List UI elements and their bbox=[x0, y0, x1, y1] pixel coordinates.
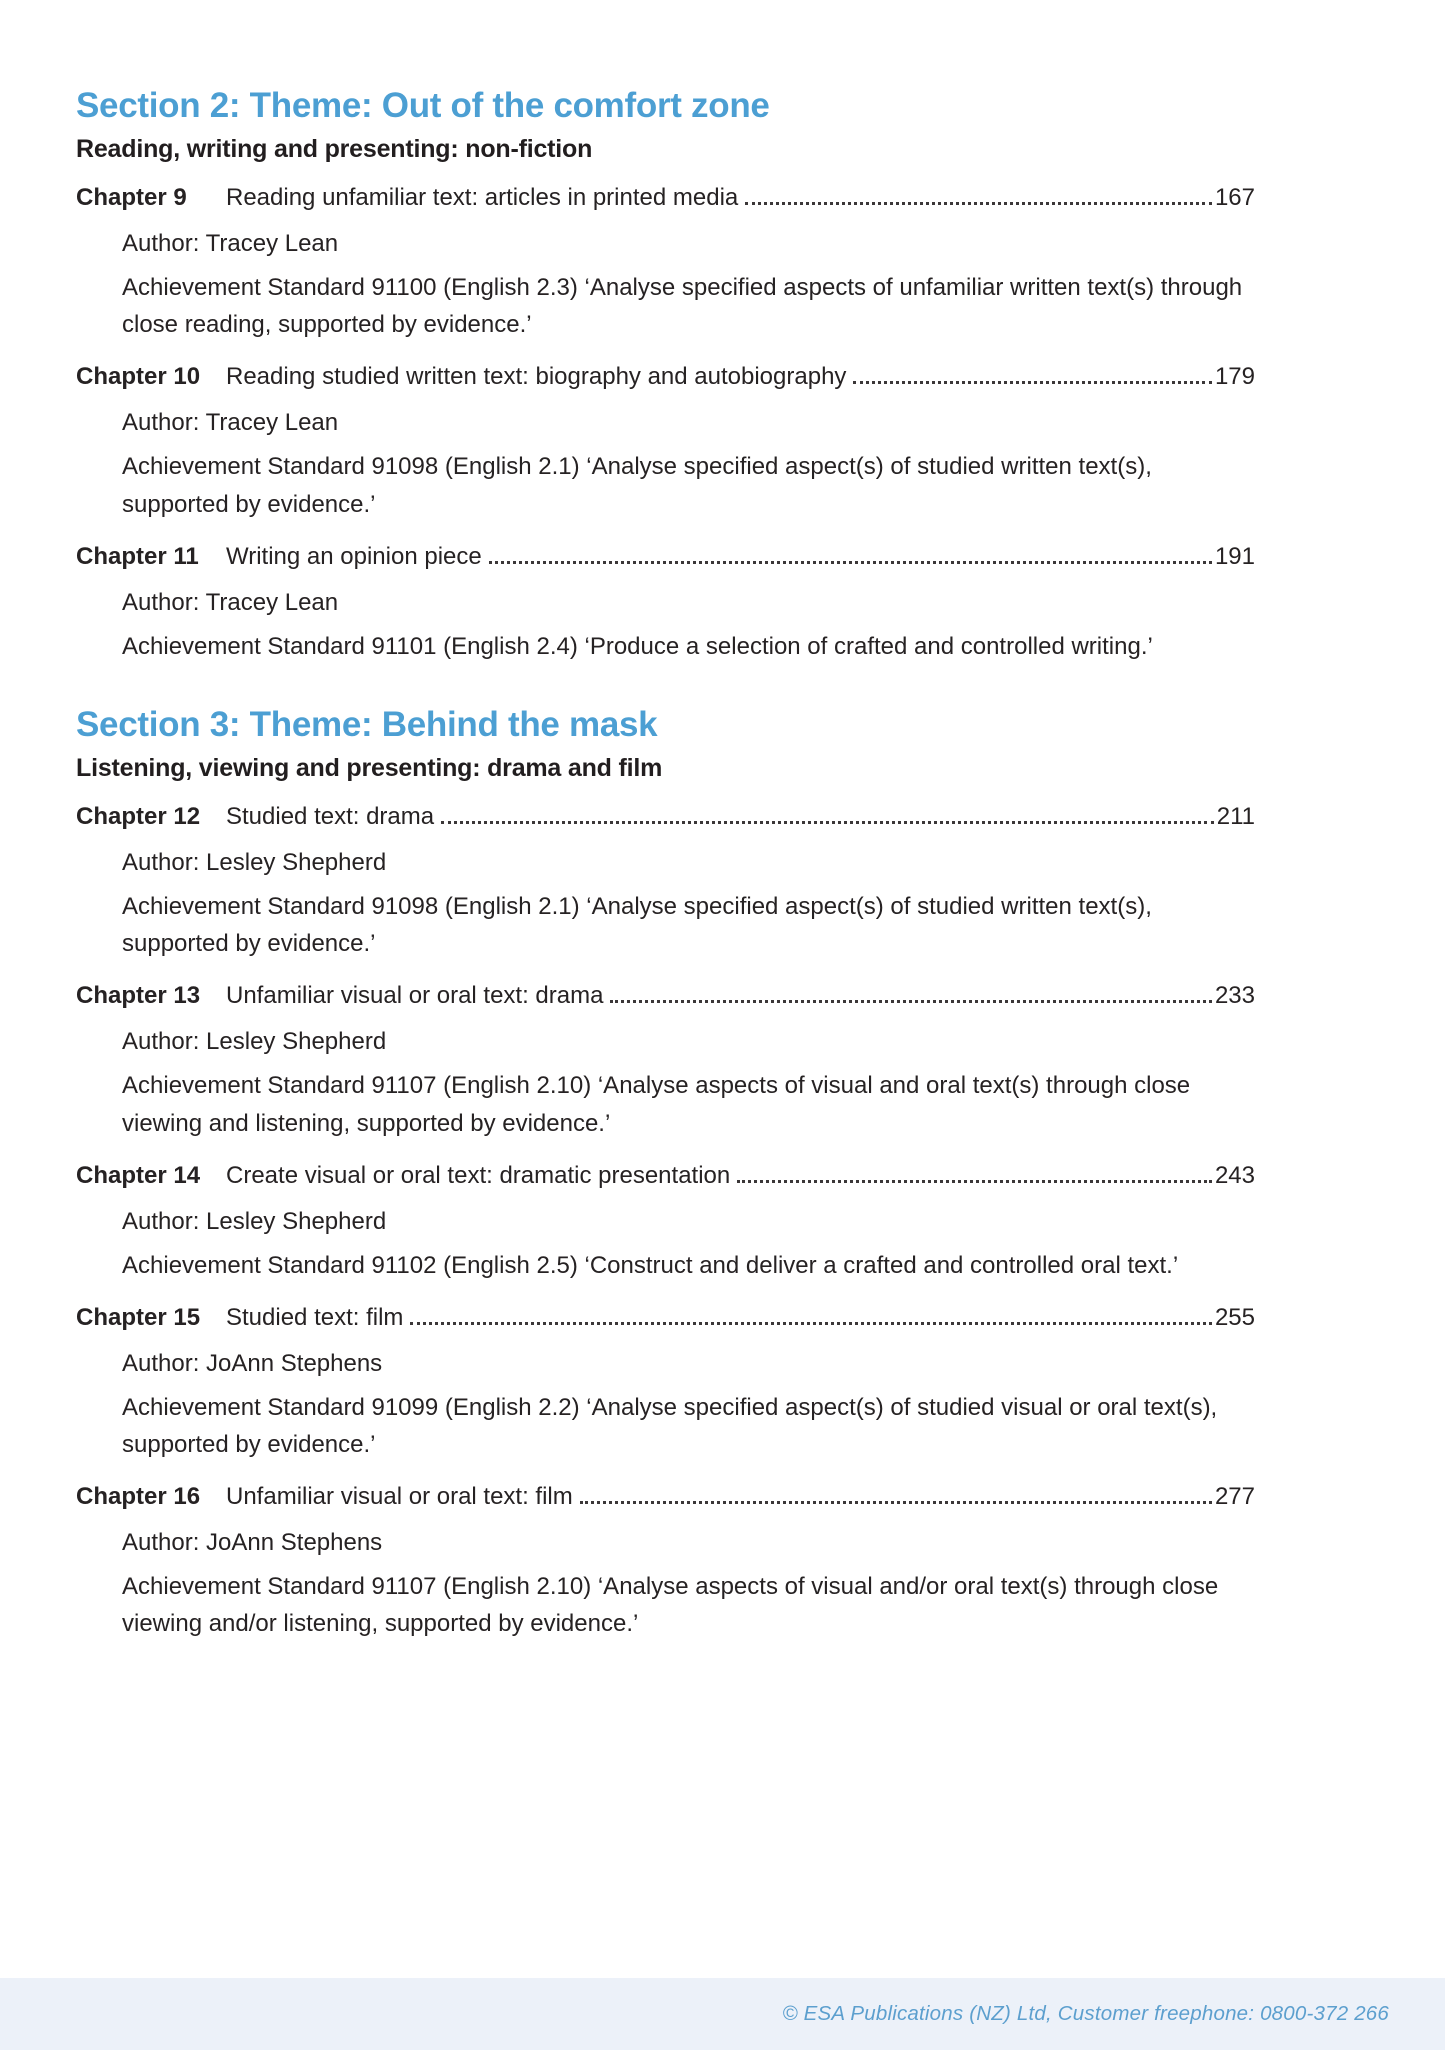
toc-sections bbox=[76, 86, 1255, 1643]
dot-leader bbox=[853, 381, 1212, 384]
chapter-label: Chapter 15 bbox=[76, 1303, 201, 1331]
chapter-label: Chapter 9 bbox=[76, 184, 187, 211]
section-heading: Section 3: Theme: Behind the mask bbox=[76, 704, 658, 744]
achievement-standard: Achievement Standard 91107 (English 2.10) ‘Analyse aspects of visual and/or oral text(s) through close viewing and/or listening, supported by evidence.’ bbox=[122, 1573, 1219, 1638]
toc-section bbox=[76, 705, 1255, 1643]
toc-row bbox=[76, 1303, 1255, 1333]
toc-chapter-entry bbox=[76, 802, 1255, 962]
chapter-title: Unfamiliar visual or oral text: drama bbox=[226, 982, 604, 1010]
toc-chapter-entry bbox=[76, 1161, 1255, 1284]
toc-chapter-entry bbox=[76, 981, 1255, 1141]
chapter-author: Author: Tracey Lean bbox=[122, 230, 339, 257]
page-number: 255 bbox=[1214, 1303, 1255, 1331]
page-number: 233 bbox=[1214, 982, 1255, 1010]
toc-row bbox=[76, 1482, 1255, 1512]
toc-row bbox=[76, 981, 1255, 1011]
chapter-author: Author: Lesley Shepherd bbox=[122, 848, 387, 876]
dot-leader bbox=[610, 1000, 1211, 1003]
achievement-standard: Achievement Standard 91098 (English 2.1) ‘Analyse specified aspect(s) of studied written text(s), supported by evidence.’ bbox=[122, 453, 1152, 518]
chapter-title: Reading unfamiliar text: articles in printed media bbox=[226, 184, 739, 211]
chapter-author: Author: JoAnn Stephens bbox=[122, 1349, 383, 1377]
toc-row bbox=[76, 183, 1255, 213]
toc-row bbox=[76, 542, 1255, 572]
page-number: 191 bbox=[1214, 542, 1255, 570]
achievement-standard: Achievement Standard 91107 (English 2.10) ‘Analyse aspects of visual and oral text(s) through close viewing and listening, supported by evidence.’ bbox=[122, 1072, 1191, 1137]
achievement-standard: Achievement Standard 91100 (English 2.3) ‘Analyse specified aspects of unfamiliar written text(s) through close reading, supported by evidence.’ bbox=[122, 274, 1243, 339]
page-number: 167 bbox=[1214, 184, 1255, 211]
dot-leader bbox=[580, 1501, 1212, 1504]
achievement-standard: Achievement Standard 91098 (English 2.1) ‘Analyse specified aspect(s) of studied written text(s), supported by evidence.’ bbox=[122, 892, 1152, 958]
achievement-standard: Achievement Standard 91101 (English 2.4) ‘Produce a selection of crafted and controlled writing.’ bbox=[122, 632, 1153, 660]
chapter-label: Chapter 12 bbox=[76, 802, 201, 830]
chapter-title: Studied text: film bbox=[226, 1303, 404, 1331]
toc-chapter-entry bbox=[76, 362, 1255, 522]
achievement-standard: Achievement Standard 91099 (English 2.2) ‘Analyse specified aspect(s) of studied visual or oral text(s), supported by evidence.’ bbox=[122, 1393, 1218, 1459]
section-heading: Section 2: Theme: Out of the comfort zone bbox=[76, 86, 770, 125]
chapter-title: Reading studied written text: biography and autobiography bbox=[226, 363, 847, 391]
chapter-author: Author: Tracey Lean bbox=[122, 409, 339, 437]
chapter-title: Create visual or oral text: dramatic presentation bbox=[226, 1161, 731, 1189]
chapter-author: Author: JoAnn Stephens bbox=[122, 1529, 383, 1557]
chapter-list bbox=[76, 802, 1255, 1643]
page-number: 179 bbox=[1214, 363, 1255, 391]
achievement-standard: Achievement Standard 91102 (English 2.5) ‘Construct and deliver a crafted and controlled oral text.’ bbox=[122, 1251, 1179, 1279]
toc-chapter-entry bbox=[76, 183, 1255, 343]
chapter-title: Studied text: drama bbox=[226, 802, 435, 830]
dot-leader bbox=[410, 1322, 1212, 1325]
page-number: 277 bbox=[1214, 1483, 1255, 1511]
section-subheading: Reading, writing and presenting: non-fiction bbox=[76, 135, 593, 163]
toc-chapter-entry bbox=[76, 542, 1255, 665]
publisher-credit: © ESA Publications (NZ) Ltd, Customer freephone: 0800-372 266 bbox=[782, 2002, 1389, 2025]
chapter-label: Chapter 11 bbox=[76, 542, 199, 570]
chapter-label: Chapter 13 bbox=[76, 982, 201, 1010]
chapter-label: Chapter 10 bbox=[76, 363, 201, 391]
dot-leader bbox=[441, 821, 1214, 824]
page-number: 243 bbox=[1214, 1161, 1255, 1189]
chapter-title: Writing an opinion piece bbox=[226, 542, 482, 570]
chapter-author: Author: Lesley Shepherd bbox=[122, 1207, 387, 1235]
chapter-author: Author: Tracey Lean bbox=[122, 588, 339, 616]
toc-chapter-entry bbox=[76, 1482, 1255, 1642]
chapter-label: Chapter 16 bbox=[76, 1483, 201, 1511]
chapter-author: Author: Lesley Shepherd bbox=[122, 1028, 387, 1056]
chapter-list bbox=[76, 183, 1255, 665]
toc-row bbox=[76, 362, 1255, 392]
toc-chapter-entry bbox=[76, 1303, 1255, 1463]
toc-row bbox=[76, 802, 1255, 832]
toc-row bbox=[76, 1161, 1255, 1191]
page-number: 211 bbox=[1216, 802, 1255, 830]
toc-section bbox=[76, 86, 1255, 665]
dot-leader bbox=[737, 1180, 1212, 1183]
chapter-title: Unfamiliar visual or oral text: film bbox=[226, 1483, 573, 1511]
dot-leader bbox=[489, 561, 1212, 564]
dot-leader bbox=[745, 202, 1212, 205]
section-subheading: Listening, viewing and presenting: drama and film bbox=[76, 753, 663, 782]
footer-bar bbox=[0, 1978, 1445, 2050]
chapter-label: Chapter 14 bbox=[76, 1161, 201, 1189]
